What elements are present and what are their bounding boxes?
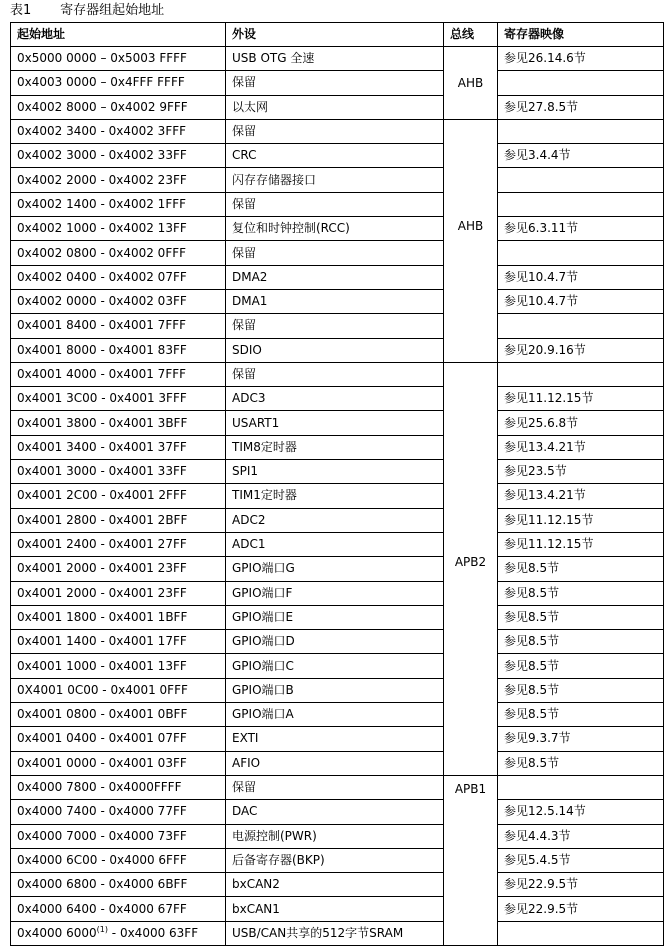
register-map-cell: 参见22.9.5节 [498,897,664,921]
bus-cell [444,775,498,945]
start-address-cell: 0x4000 6800 - 0x4000 6BFF [11,873,226,897]
start-address-cell: 0X4001 0C00 - 0x4001 0FFF [11,678,226,702]
table-row [11,630,664,654]
start-address-cell: 0x4001 8400 - 0x4001 7FFF [11,314,226,338]
header-register-map: 寄存器映像 [498,23,664,47]
peripheral-cell: AFIO [226,751,444,775]
peripheral-cell: DAC [226,800,444,824]
table-row [11,217,664,241]
table-number: 表1 [10,3,32,18]
register-map-cell: 参见6.3.11节 [498,217,664,241]
peripheral-cell: ADC3 [226,387,444,411]
register-map-cell: 参见20.9.16节 [498,338,664,362]
table-row [11,71,664,95]
table-row [11,824,664,848]
register-map-cell [498,775,664,799]
peripheral-cell: GPIO端口A [226,703,444,727]
table-row [11,47,664,71]
bus-label: APB1 [454,781,487,796]
header-peripheral: 外设 [226,23,444,47]
table-caption [10,1,164,21]
address-start-text: 0x4000 6000 [17,925,97,940]
peripheral-cell: SDIO [226,338,444,362]
table-row [11,241,664,265]
peripheral-cell: 闪存存储器接口 [226,168,444,192]
start-address-cell: 0x4003 0000 – 0x4FFF FFFF [11,71,226,95]
peripheral-cell: 保留 [226,192,444,216]
register-map-cell [498,119,664,143]
peripheral-cell: 电源控制(PWR) [226,824,444,848]
register-map-cell: 参见8.5节 [498,581,664,605]
peripheral-cell: 保留 [226,314,444,338]
table-row [11,265,664,289]
start-address-cell: 0x4001 2800 - 0x4001 2BFF [11,508,226,532]
peripheral-cell: 保留 [226,119,444,143]
table-row [11,484,664,508]
register-map-cell [498,314,664,338]
table-row [11,460,664,484]
start-address-cell: 0x5000 0000 – 0x5003 FFFF [11,47,226,71]
peripheral-cell: ADC2 [226,508,444,532]
peripheral-cell: TIM1定时器 [226,484,444,508]
peripheral-cell: 保留 [226,362,444,386]
register-map-cell: 参见8.5节 [498,703,664,727]
header-start-address: 起始地址 [11,23,226,47]
peripheral-cell: GPIO端口F [226,581,444,605]
start-address-cell: 0x4001 1800 - 0x4001 1BFF [11,605,226,629]
peripheral-cell: 保留 [226,241,444,265]
peripheral-cell: bxCAN2 [226,873,444,897]
peripheral-cell: ADC1 [226,532,444,556]
peripheral-cell: 保留 [226,775,444,799]
register-address-table [10,22,664,946]
register-map-cell [498,168,664,192]
register-map-cell [498,241,664,265]
peripheral-cell: 以太网 [226,95,444,119]
peripheral-cell: GPIO端口B [226,678,444,702]
table-row [11,897,664,921]
peripheral-cell: GPIO端口C [226,654,444,678]
register-map-cell: 参见12.5.14节 [498,800,664,824]
register-map-cell [498,362,664,386]
table-header-row [11,23,664,47]
start-address-cell: 0x4002 8000 – 0x4002 9FFF [11,95,226,119]
register-map-cell [498,71,664,95]
register-map-cell: 参见8.5节 [498,557,664,581]
register-map-cell: 参见23.5节 [498,460,664,484]
peripheral-cell: GPIO端口E [226,605,444,629]
start-address-cell: 0x4001 1400 - 0x4001 17FF [11,630,226,654]
start-address-cell: 0x4001 2000 - 0x4001 23FF [11,581,226,605]
register-map-cell: 参见10.4.7节 [498,265,664,289]
table-row [11,435,664,459]
start-address-cell: 0x4001 1000 - 0x4001 13FF [11,654,226,678]
register-map-cell: 参见22.9.5节 [498,873,664,897]
peripheral-cell: USB OTG 全速 [226,47,444,71]
table-row [11,168,664,192]
table-row [11,411,664,435]
start-address-cell: 0x4001 0000 - 0x4001 03FF [11,751,226,775]
address-end-text: - 0x4000 63FF [107,925,199,940]
register-map-cell: 参见11.12.15节 [498,387,664,411]
table-row [11,532,664,556]
peripheral-cell: bxCAN1 [226,897,444,921]
table-row [11,95,664,119]
start-address-cell: 0x4002 1000 - 0x4002 13FF [11,217,226,241]
start-address-cell: 0x4002 0800 - 0x4002 0FFF [11,241,226,265]
bus-cell [444,47,498,120]
table-row [11,557,664,581]
table-row [11,144,664,168]
footnote-marker: (1) [96,924,108,934]
register-map-cell: 参见8.5节 [498,605,664,629]
peripheral-cell: TIM8定时器 [226,435,444,459]
register-map-cell: 参见3.4.4节 [498,144,664,168]
register-map-cell [498,192,664,216]
start-address-cell: 0x4002 3400 - 0x4002 3FFF [11,119,226,143]
register-map-cell: 参见8.5节 [498,654,664,678]
table-row [11,119,664,143]
bus-cell [444,119,498,362]
peripheral-cell: DMA2 [226,265,444,289]
bus-label: AHB [457,76,484,91]
register-map-cell: 参见8.5节 [498,751,664,775]
start-address-cell: 0x4001 8000 - 0x4001 83FF [11,338,226,362]
bus-label: AHB [457,219,484,234]
table-row [11,703,664,727]
peripheral-cell: 后备寄存器(BKP) [226,848,444,872]
table-row [11,800,664,824]
peripheral-cell: CRC [226,144,444,168]
register-map-cell: 参见27.8.5节 [498,95,664,119]
register-map-cell: 参见10.4.7节 [498,289,664,313]
start-address-cell: 0x4001 3400 - 0x4001 37FF [11,435,226,459]
table-row [11,873,664,897]
peripheral-cell: SPI1 [226,460,444,484]
peripheral-cell: 保留 [226,71,444,95]
table-row [11,848,664,872]
start-address-cell: 0x4000 6C00 - 0x4000 6FFF [11,848,226,872]
start-address-cell: 0x4000 7800 - 0x4000FFFF [11,775,226,799]
table-row [11,362,664,386]
peripheral-cell: GPIO端口D [226,630,444,654]
table-row [11,678,664,702]
table-row [11,338,664,362]
start-address-cell: 0x4001 3000 - 0x4001 33FF [11,460,226,484]
start-address-cell: 0x4002 1400 - 0x4002 1FFF [11,192,226,216]
table-body [11,47,664,946]
table-row [11,751,664,775]
start-address-cell: 0x4001 4000 - 0x4001 7FFF [11,362,226,386]
start-address-cell: 0x4002 0400 - 0x4002 07FF [11,265,226,289]
start-address-cell: 0x4000 7000 - 0x4000 73FF [11,824,226,848]
start-address-cell: 0x4000 6400 - 0x4000 67FF [11,897,226,921]
register-map-cell: 参见8.5节 [498,678,664,702]
peripheral-cell: EXTI [226,727,444,751]
table-row [11,727,664,751]
register-map-cell: 参见4.4.3节 [498,824,664,848]
register-map-cell: 参见11.12.15节 [498,508,664,532]
register-map-cell: 参见11.12.15节 [498,532,664,556]
table-row [11,192,664,216]
start-address-cell: 0x4001 0800 - 0x4001 0BFF [11,703,226,727]
table-title: 寄存器组起始地址 [60,3,165,18]
bus-label: APB2 [454,555,487,570]
table-row [11,314,664,338]
start-address-cell: 0x4002 2000 - 0x4002 23FF [11,168,226,192]
table-row [11,605,664,629]
start-address-cell [11,921,226,945]
table-row [11,775,664,799]
table-row [11,508,664,532]
register-map-cell: 参见8.5节 [498,630,664,654]
start-address-cell: 0x4002 0000 - 0x4002 03FF [11,289,226,313]
peripheral-cell: 复位和时钟控制(RCC) [226,217,444,241]
table-row [11,581,664,605]
register-map-cell: 参见26.14.6节 [498,47,664,71]
table-row [11,387,664,411]
start-address-cell: 0x4001 3800 - 0x4001 3BFF [11,411,226,435]
peripheral-cell: USART1 [226,411,444,435]
table-row [11,921,664,945]
start-address-cell: 0x4000 7400 - 0x4000 77FF [11,800,226,824]
register-map-cell [498,921,664,945]
register-map-cell: 参见9.3.7节 [498,727,664,751]
start-address-cell: 0x4001 2400 - 0x4001 27FF [11,532,226,556]
register-map-cell: 参见13.4.21节 [498,435,664,459]
start-address-cell: 0x4002 3000 - 0x4002 33FF [11,144,226,168]
start-address-cell: 0x4001 2000 - 0x4001 23FF [11,557,226,581]
peripheral-cell: GPIO端口G [226,557,444,581]
register-map-cell: 参见13.4.21节 [498,484,664,508]
start-address-cell: 0x4001 3C00 - 0x4001 3FFF [11,387,226,411]
table-row [11,289,664,313]
header-bus: 总线 [444,23,498,47]
start-address-cell: 0x4001 2C00 - 0x4001 2FFF [11,484,226,508]
register-map-cell: 参见25.6.8节 [498,411,664,435]
register-map-cell: 参见5.4.5节 [498,848,664,872]
start-address-cell: 0x4001 0400 - 0x4001 07FF [11,727,226,751]
peripheral-cell: DMA1 [226,289,444,313]
table-row [11,654,664,678]
peripheral-cell: USB/CAN共享的512字节SRAM [226,921,444,945]
bus-cell [444,362,498,775]
